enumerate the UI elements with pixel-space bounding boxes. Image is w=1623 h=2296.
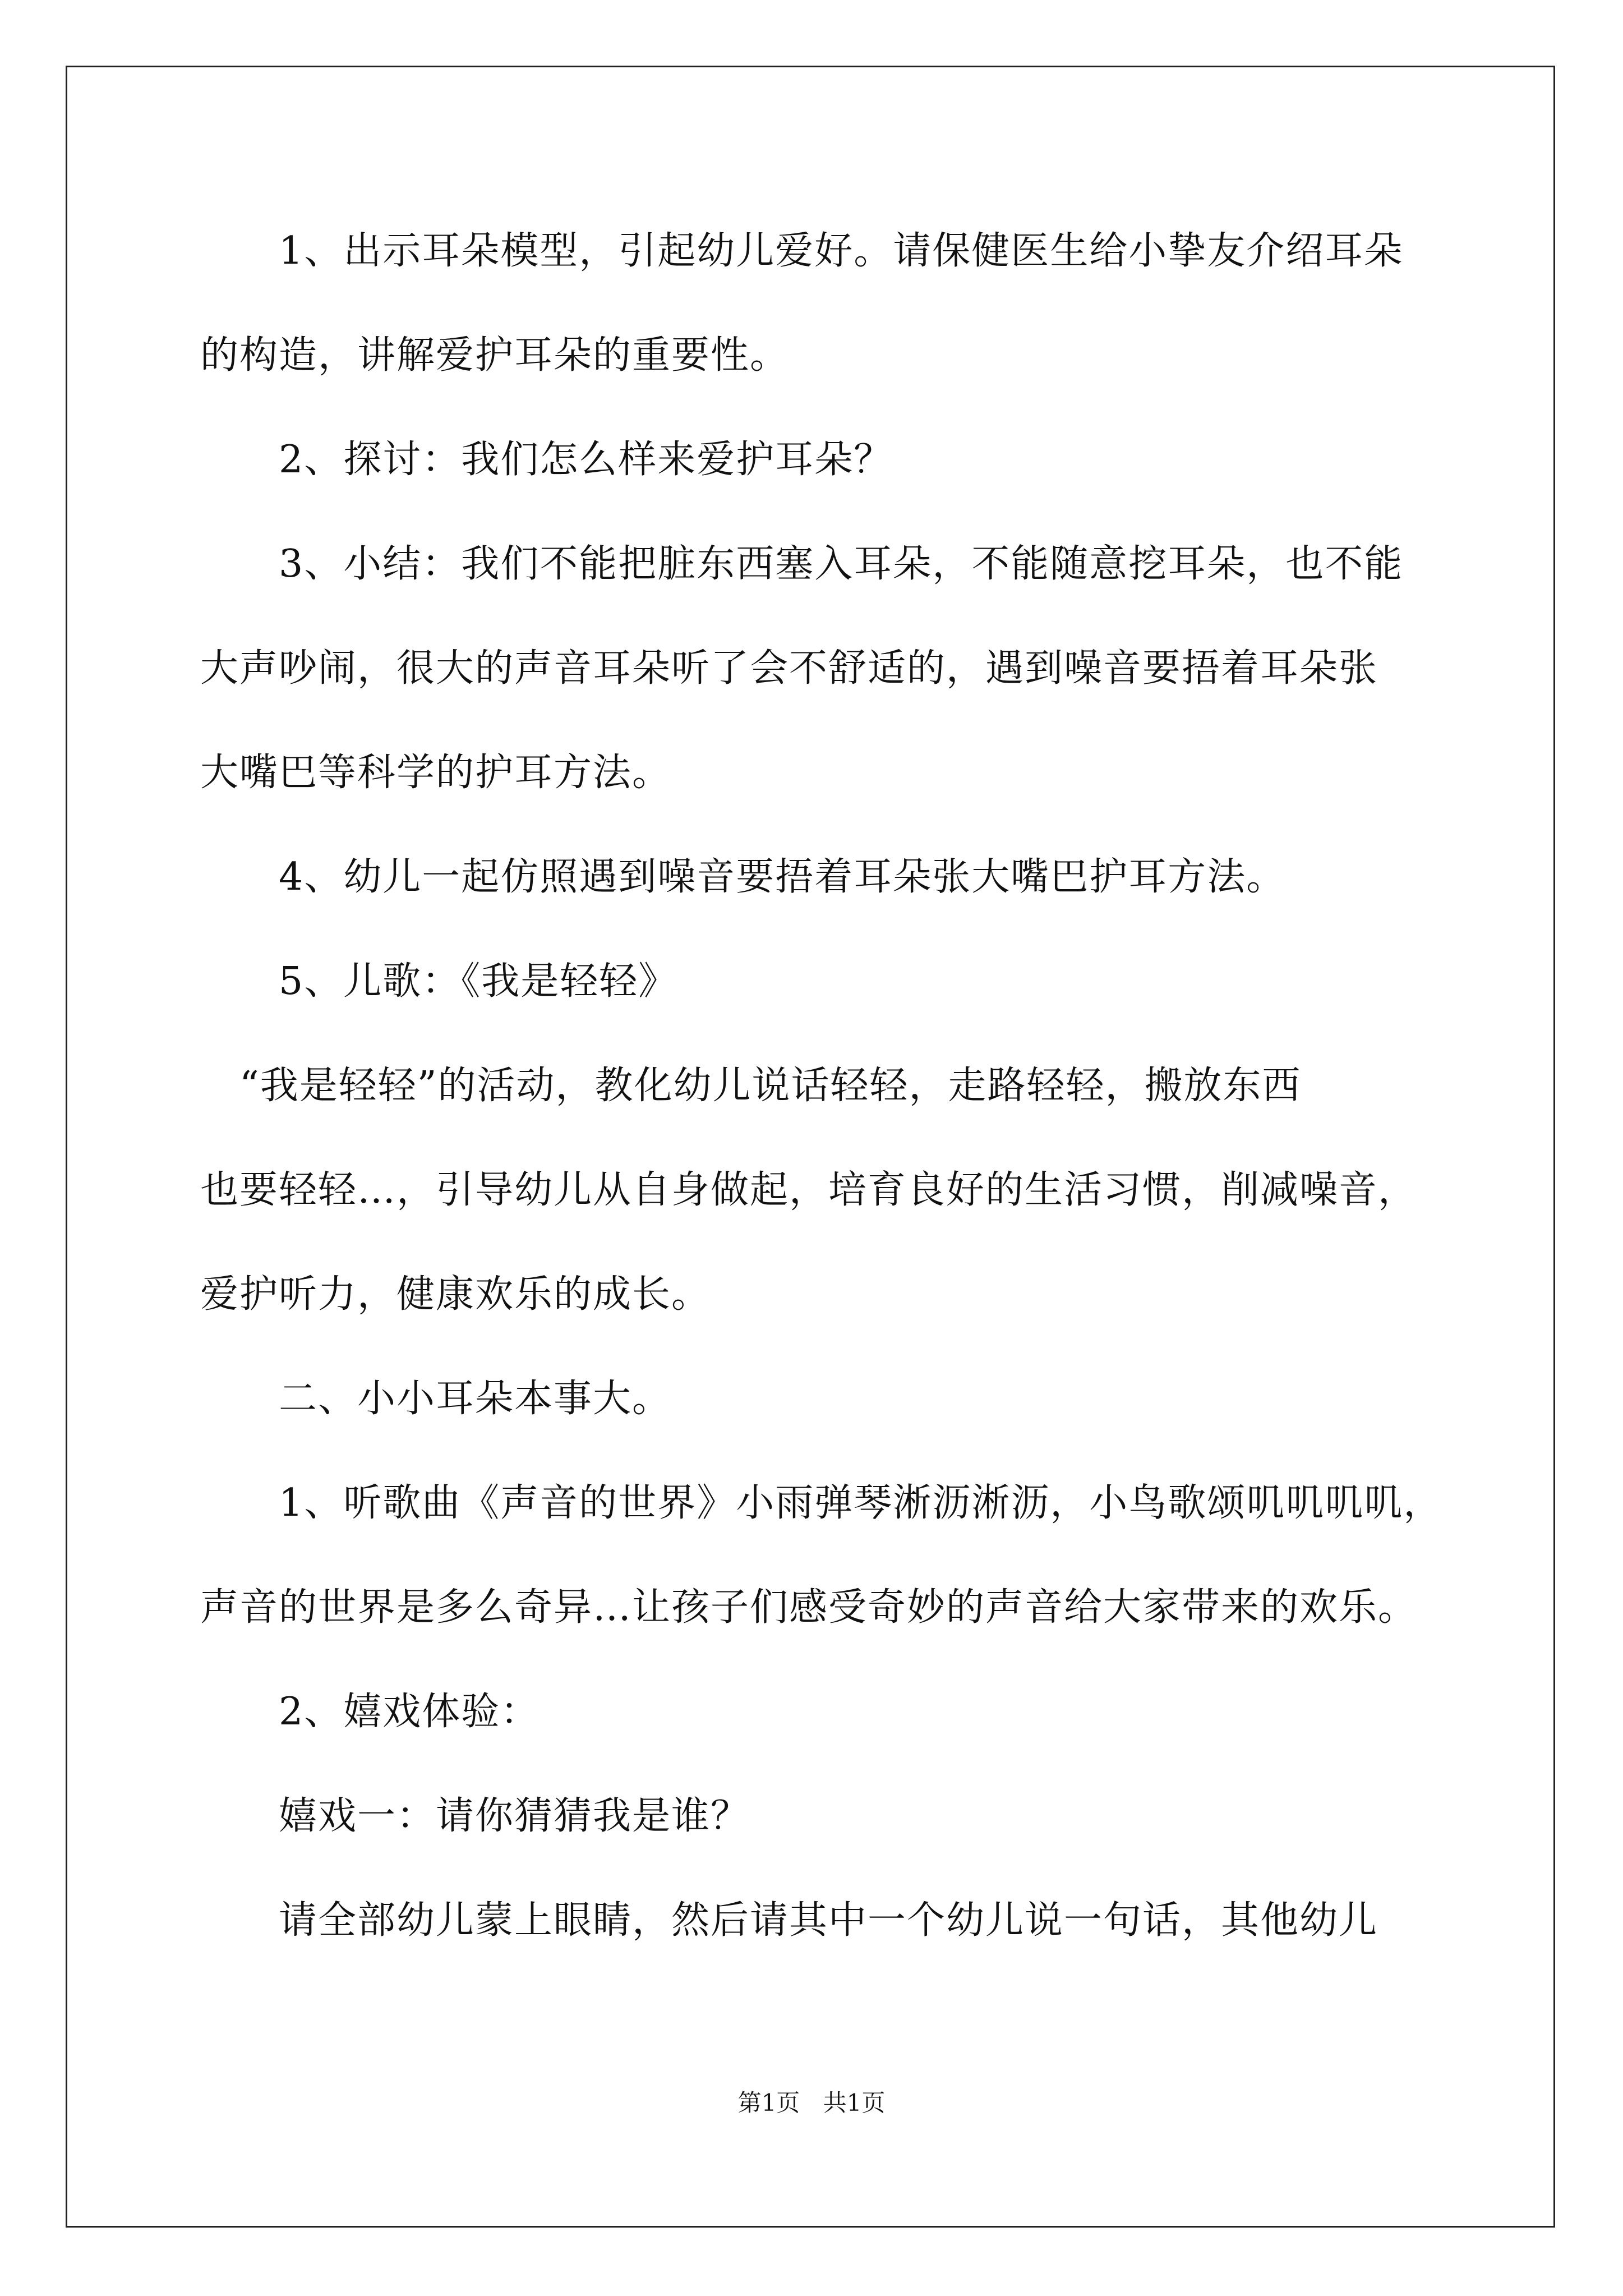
- text-line: 大声吵闹，很大的声音耳朵听了会不舒适的，遇到噪音要捂着耳朵张: [200, 646, 1378, 691]
- text-line: 请全部幼儿蒙上眼睛，然后请其中一个幼儿说一句话，其他幼儿: [200, 1898, 1378, 1943]
- text-line: “我是轻轻”的活动，教化幼儿说话轻轻，走路轻轻，搬放东西: [200, 1064, 1302, 1108]
- text-line: 2、探讨：我们怎么样来爱护耳朵？: [200, 438, 893, 482]
- text-line: 声音的世界是多么奇异…让孩子们感受奇妙的声音给大家带来的欢乐。: [200, 1585, 1418, 1630]
- text-line: 爱护听力，健康欢乐的成长。: [200, 1272, 711, 1317]
- page-total: 共1页: [823, 2089, 886, 2116]
- text-line: 5、儿歌：《我是轻轻》: [200, 959, 678, 1004]
- text-line: 二、小小耳朵本事大。: [200, 1377, 672, 1421]
- text-line: 嬉戏一：请你猜猜我是谁？: [200, 1794, 750, 1838]
- text-line: 的构造，讲解爱护耳朵的重要性。: [200, 333, 790, 378]
- text-line: 1、出示耳朵模型，引起幼儿爱好。请保健医生给小挚友介绍耳朵: [200, 229, 1404, 273]
- text-line: 也要轻轻…，引导幼儿从自身做起，培育良好的生活习惯，削减噪音，: [200, 1168, 1418, 1212]
- text-line: 4、幼儿一起仿照遇到噪音要捂着耳朵张大嘴巴护耳方法。: [200, 855, 1286, 899]
- text-line: 1、听歌曲《声音的世界》小雨弹琴淅沥淅沥，小鸟歌颂叽叽叽叽，: [200, 1481, 1443, 1525]
- text-line: 大嘴巴等科学的护耳方法。: [200, 751, 672, 795]
- page-footer: [0, 2091, 1623, 2115]
- page-number: 第1页: [737, 2089, 800, 2116]
- text-line: 3、小结：我们不能把脏东西塞入耳朵，不能随意挖耳朵，也不能: [200, 542, 1404, 586]
- text-line: 2、嬉戏体验：: [200, 1690, 540, 1734]
